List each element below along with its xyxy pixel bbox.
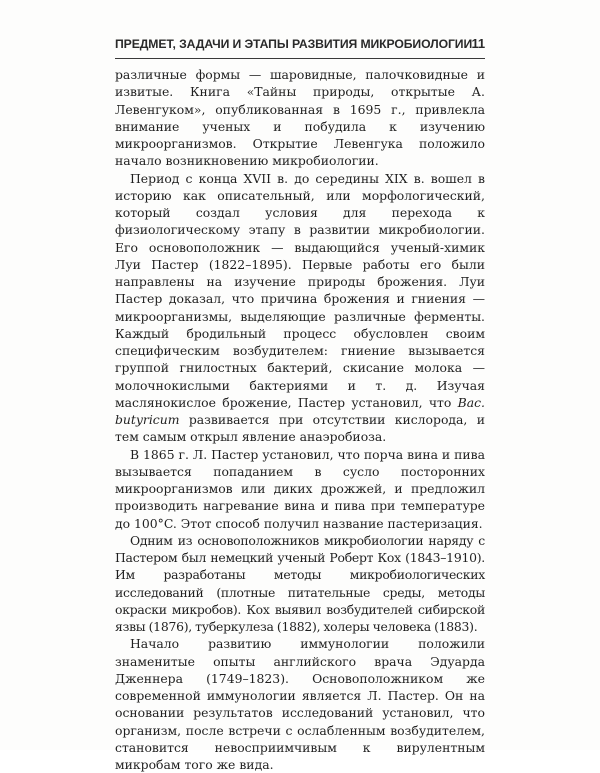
paragraph-2-species-name: Bac. butyricum (115, 394, 485, 427)
paragraph-2 (115, 170, 485, 446)
running-header (115, 37, 485, 57)
page-number: 11 (471, 36, 485, 51)
paragraph-4: Одним из основоположников микробиологии наряду с Пастером был немецкий ученый Роберт Кох (1843–1910). Им разработаны методы микробиологических исследований (плотные питательные среды, методы окраски микробов). Кох выявил возбудителей сибирской язвы (1876), туберкулеза (1882), холеры человека (1883). (115, 532, 485, 634)
header-rule (115, 58, 485, 59)
paragraph-5: Начало развитию иммунологии положили знаменитые опыты английского врача Эдуарда Дженнера (1749–1823). Основоположником же современной иммунологии является Л. Пастер. Он на основании результатов исследований установил, что организм, после встречи с ослабленным возбудителем, становится невосприимчивым к вирулентным микробам того же вида. (115, 636, 485, 772)
body-text (115, 66, 485, 773)
paragraph-2-text-a: Период с конца XVII в. до середины XIX в. вошел в историю как описательный, или морфологический, который создал условия для перехода к физиологическому этапу в развитии микробиологии. Его основоположник — выдающийся ученый-химик Луи Пастер (1822–1895). Первые работы его были направлены на изучение природы брожения. Луи Пастер доказал, что причина брожения и гниения — микроорганизмы, выделяющие различные ферменты. Каждый бродильный процесс обусловлен своим специфическим возбудителем: гниение вызывается группой гнилостных бактерий, скисание молока — молочнокислыми бактериями и т. д. Изучая маслянокислое брожение, Пастер установил, что (115, 170, 485, 410)
running-title: ПРЕДМЕТ, ЗАДАЧИ И ЭТАПЫ РАЗВИТИЯ МИКРОБИОЛОГИИ (115, 37, 473, 51)
paragraph-1: различные формы — шаровидные, палочковидные и извитые. Книга «Тайны природы, открытые А. Левенгуком», опубликованная в 1695 г., привлекла внимание ученых и побудила к изучению микроорганизмов. Открытие Левенгука положило начало возникновению микробиологии. (115, 67, 485, 169)
paragraph-3: В 1865 г. Л. Пастер установил, что порча вина и пива вызывается попаданием в сусло посторонних микроорганизмов или диких дрожжей, и предложил производить нагревание вина и пива при температуре до 100°C. Этот способ получил название пастеризация. (115, 446, 485, 531)
paragraph-2-text-b: развивается при отсутствии кислорода, и тем самым открыл явление анаэробиоза. (115, 412, 485, 445)
